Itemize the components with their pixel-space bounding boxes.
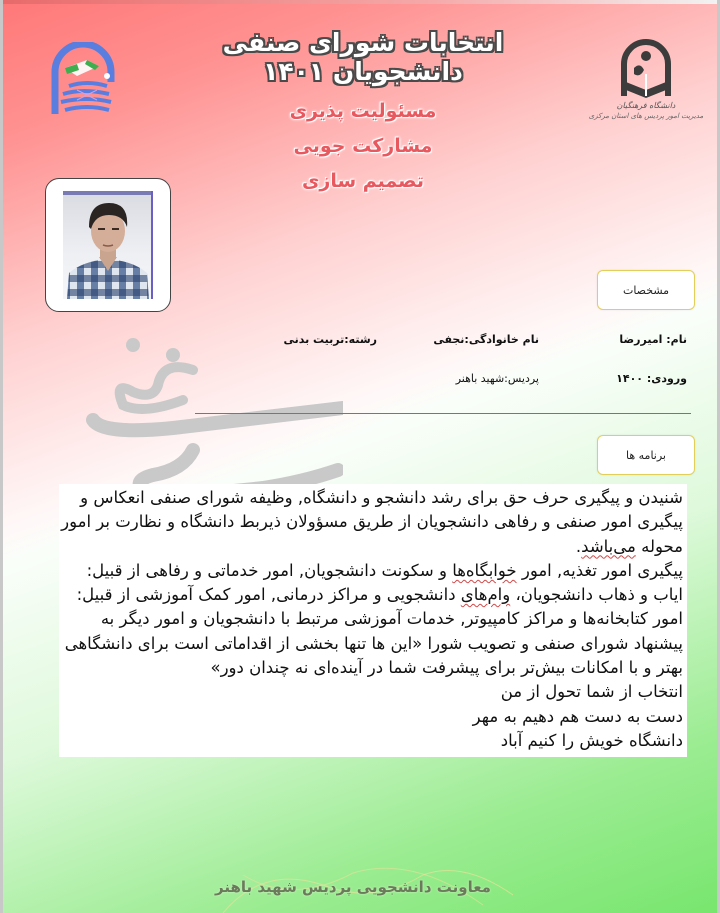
campus-label: پردیس: — [504, 372, 539, 385]
program-p2-text-c: و سکونت دانشجویان, امور خدماتی و رفاهی از قبیل: ایاب و ذهاب دانشجویان، — [86, 560, 683, 605]
family-name-value: نجفی — [433, 333, 465, 346]
slogan-decision-making: تصمیم سازی — [301, 170, 425, 192]
council-logo-icon — [47, 42, 119, 117]
major-value: تربیت بدنی — [283, 333, 345, 346]
major-label: رشته: — [344, 333, 377, 346]
program-p1-end: . — [575, 536, 582, 556]
name-field — [619, 333, 687, 346]
section-divider — [195, 413, 691, 414]
candidate-photo-frame — [45, 178, 171, 312]
closing-line-1: انتخاب از شما تحول از من — [500, 682, 683, 702]
campus-field — [456, 372, 539, 385]
university-logo — [581, 38, 711, 138]
candidate-portrait-icon — [63, 191, 153, 299]
programs-section-label — [597, 435, 695, 475]
programs-section-text: برنامه ها — [626, 448, 666, 462]
slogan-participation: مشارکت جویی — [293, 135, 433, 157]
name-label: نام: — [666, 333, 687, 346]
profile-section-text: مشخصات — [622, 283, 670, 297]
program-p2-spellcheck-word-2: وام‌های — [460, 585, 511, 605]
university-emblem-icon — [618, 38, 674, 100]
slogans — [243, 94, 483, 199]
program-p2-text-a: پیگیری امور تغذیه, امور — [516, 560, 683, 580]
election-title: انتخابات شورای صنفی دانشجویان ۱۴۰۱ — [222, 28, 504, 86]
entry-year-field — [616, 372, 687, 385]
program-p1-spellcheck-word: می‌باشد — [581, 536, 636, 556]
program-p1-text: شنیدن و پیگیری حرف حق برای رشد دانشجو و دانشگاه, وظیفه شورای صنفی انعکاس و پیگیری امور صنفی و رفاهی دانشجویان از طریق مسؤولان ذیربط دانشگاه و نظارت بر امور محوله — [61, 488, 683, 556]
profile-section-label — [597, 270, 695, 310]
program-paragraph-2 — [59, 559, 683, 680]
student-council-logo — [47, 42, 119, 117]
university-logo-caption: دانشگاه فرهنگیان — [616, 101, 676, 110]
name-value: امیررضا — [619, 333, 663, 346]
university-logo-subcaption: مدیریت امور پردیس های استان مرکزی — [588, 112, 704, 120]
program-p2-spellcheck-word-1: خوابگاه‌ها — [452, 560, 517, 580]
family-name-label: نام خانوادگی: — [464, 333, 539, 346]
entry-year-value: ۱۴۰۰ — [616, 372, 644, 385]
major-field — [283, 333, 377, 346]
program-paragraph-1 — [59, 486, 683, 559]
family-name-field — [433, 333, 539, 346]
programs-text — [59, 484, 687, 757]
candidate-photo — [63, 191, 153, 299]
closing-line-3: دانشگاه خویش را کنیم آباد — [500, 730, 683, 750]
top-strip — [3, 0, 717, 4]
entry-year-label: ورودی: — [646, 372, 687, 385]
program-p2-text-e: دانشجویی و مراکز درمانی, امور کمک آموزشی از قبیل: امور کتابخانه‌ها و مراکز کامپیوتر, خدمات آموزشی مرتبط با دانشجویان و امور دیگر به پیشنهاد شورای صنفی و تصویب شورا «این ها تنها بخشی از اقداماتی است برای دانشگاهی بهتر و با امکانات بیش‌تر برای پیشرفت شما در آینده‌ای نه چندان دور» — [64, 585, 683, 678]
campus-value: شهید باهنر — [455, 372, 505, 385]
slogan-responsibility: مسئولیت پذیری — [289, 100, 437, 122]
closing-line-2: دست به دست هم دهیم به مهر — [472, 706, 683, 726]
footer-organizer: معاونت دانشجویی پردیس شهید باهنر — [215, 878, 491, 896]
